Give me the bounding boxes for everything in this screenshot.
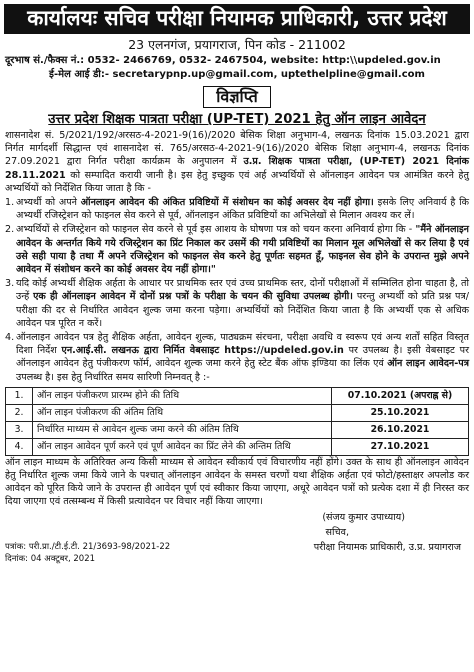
instruction-item-2: 2. अभ्यर्थियों से रजिस्ट्रेशन को फाइनल सेव करने से पूर्व इस आशय के घोषणा पत्र को चयन करना अनिवार्य होगा कि - "मैंने ऑनलाइन आवेदन के अन्तर्गत किये गये रजिस्ट्रेशन का प्रिंट निकाल कर उसमें की गयी प्रविष्टियों का मिलान मूल अभिलेखों से कर लिया है एवं उसे सही पाया है तथा मैं अपने रजिस्ट्रेशन को फाइनल सेव करने हेतु पूर्णतः सहमत हूँ, फाइनल सेव होने के उपरान्त मुझे अपने आवेदन में संशोधन करने का कोई अवसर देय नहीं होगा।" — [5, 224, 469, 276]
instruction-item-3: 3. यदि कोई अभ्यर्थी शैक्षिक अर्हता के आधार पर प्राथमिक स्तर एवं उच्च प्राथमिक स्तर, दोनों परीक्षाओं में सम्मिलित होना चाहता है, तो उन्हें एक ही ऑनलाइन आवेदन में दोनों प्रश्न पत्रों के परीक्षा के चयन की सुविधा उपलब्ध होगी। परन्तु अभ्यर्थी को प्रति प्रश्न पत्र/परीक्षा की दर से निर्धारित आवेदन शुल्क जमा करना पड़ेगा। अभ्यर्थियों को निर्देशित किया जाता है कि अभ्यर्थी एक से अधिक आवेदन पत्र पूरित न करें। — [5, 278, 469, 329]
notice-heading: उत्तर प्रदेश शिक्षक पात्रता परीक्षा (UP-TET) 2021 हेतु ऑन लाइन आवेदन — [48, 112, 426, 127]
letter-date: दिनांक: 04 अक्टूबर, 2021 — [5, 553, 96, 564]
table-row: 3. निर्धारित माध्यम से आवेदन शुल्क जमा करने की अंतिम तिथि 26.10.2021 — [6, 421, 469, 438]
notice-body — [5, 129, 469, 575]
signatory-title: सचिव, — [325, 526, 349, 538]
table-row: 1. ऑन लाइन पंजीकरण प्रारम्भ होने की तिथि 07.10.2021 (अपराह्न से) — [6, 387, 469, 404]
table-row: 2. ऑन लाइन पंजीकरण की अंतिम तिथि 25.10.2021 — [6, 404, 469, 421]
signature-block — [5, 509, 469, 575]
closing-paragraph: ऑन लाइन माध्यम के अतिरिक्त अन्य किसी माध्यम से आवेदन स्वीकार्य एवं विचारणीय नहीं होंगे। उक्त के साथ ही ऑनलाइन आवेदन हेतु निर्धारित शुल्क जमा किये जाने के पश्चात् ऑनलाइन आवेदन के समस्त चरणों यथा शैक्षिक अर्हता एवं फोटो/हस्ताक्षर अपलोड कर आवेदन को पूरित किये जाने के उपरान्त ही आवेदन पूर्ण एवं स्वीकार किया जाएगा, अधूरे आवेदन पत्रों को प्रत्येक दशा में ही निरस्त कर दिया जाएगा एवं तत्सम्बन्ध में किसी प्रत्यावेदन पर विचार नहीं किया जाएगा। — [5, 456, 469, 508]
instruction-item-1: 1. अभ्यर्थी को अपने ऑनलाइन आवेदन की अंकित प्रविष्टियों में संशोधन का कोई अवसर देय नहीं होगा। इसके लिए अनिवार्य है कि अभ्यर्थी रजिस्ट्रेशन को फाइनल सेव करने से पूर्व, ऑनलाइन अंकित प्रविष्टियों का अभिलेखों से मिलान अवश्य कर लें। — [5, 197, 470, 222]
email-line: ई-मेल आई डी:- secretarypnp.up@gmail.com, uptethelpline@gmail.com — [49, 69, 425, 80]
table-row: 4. ऑन लाइन आवेदन पूर्ण करने एवं पूर्ण आवेदन का प्रिंट लेने की अन्तिम तिथि 27.10.2021 — [6, 438, 469, 455]
schedule-table — [5, 387, 469, 456]
letter-number: पत्रांक: परी.प्रा./टी.ई.टी. 21/3693-98/2021-22 — [5, 541, 171, 552]
office-title: कार्यालयः सचिव परीक्षा नियामक प्राधिकारी, उत्तर प्रदेश — [4, 4, 470, 34]
signatory-organization: परीक्षा नियामक प्राधिकारी, उ.प्र. प्रयागराज — [313, 541, 461, 553]
reference-block — [5, 541, 170, 565]
notice-title: विज्ञप्ति — [203, 86, 271, 108]
intro-paragraph: शासनादेश सं. 5/2021/192/अरसठ-4-2021-9(16)/2020 बेसिक शिक्षा अनुभाग-4, लखनऊ दिनांक 15.03.2021 द्वारा निर्गत मार्गदर्शी सिद्धान्त एवं शासनादेश सं. 765/अरसठ-4-2021-9(16)/2020 बेसिक शिक्षा अनुभाग-4, लखनऊ दिनांक 27.09.2021 द्वारा निर्गत परीक्षा कार्यक्रम के अनुपालन में उ.प्र. शिक्षक पात्रता परीक्षा, (UP-TET) 2021 दिनांक 28.11.2021 को सम्पादित करायी जानी है। इस हेतु इच्छुक एवं अर्ह अभ्यर्थियों से ऑनलाइन आवेदन पत्र आमंत्रित करने हेतु अभ्यर्थियों को निर्देशित किया जाता है कि - — [5, 130, 469, 194]
instruction-item-4: 4. ऑनलाइन आवेदन पत्र हेतु शैक्षिक अर्हता, आवेदन शुल्क, पाठ्यक्रम संरचना, परीक्षा अवधि व स्वरूप एवं अन्य शर्तों सहित विस्तृत दिशा निर्देश एन.आई.सी. लखनऊ द्वारा निर्मित वेबसाइट https://updeled.gov.in पर उपलब्ध है। इसी वेबसाइट पर ऑनलाइन आवेदन हेतु पंजीकरण फॉर्म, आवेदन शुल्क जमा करने हेतु स्टेट बैंक ऑफ इण्डिया का लिंक एवं ऑन लाइन आवेदन-पत्र उपलब्ध है। इस हेतु निर्धारित समय सारिणी निम्नवत् है :- — [5, 332, 469, 383]
signatory-name: (संजय कुमार उपाध्याय) — [322, 511, 405, 523]
notice-title-wrap — [5, 86, 469, 110]
contact-line: दूरभाष सं./फैक्स नं.: 0532- 2466769, 0532- 2467504, website: http:\\updeled.gov.in — [5, 55, 441, 66]
office-address: 23 एलनगंज, प्रयागराज, पिन कोड - 211002 — [128, 37, 346, 52]
